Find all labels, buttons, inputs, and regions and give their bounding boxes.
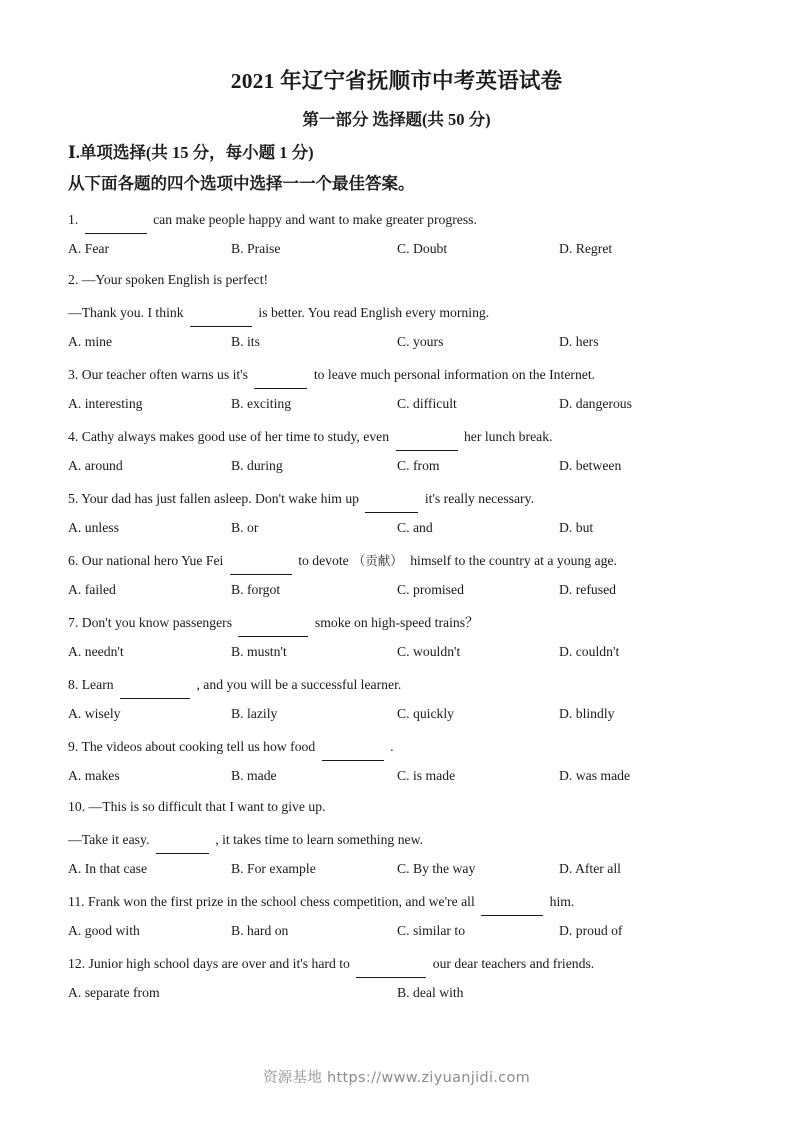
option-choice[interactable]: C. promised (397, 582, 464, 597)
option-choice[interactable]: B. during (231, 458, 283, 473)
option-row (68, 233, 748, 264)
option-choice[interactable]: D. between (559, 458, 622, 473)
option-choice[interactable]: C. from (397, 458, 440, 473)
question-text-after: it's really necessary. (421, 491, 534, 506)
answer-blank[interactable] (254, 357, 307, 389)
question-text-mid: to devote (294, 553, 349, 568)
option-choice[interactable]: C. yours (397, 334, 444, 349)
answer-blank[interactable] (396, 419, 458, 451)
answer-blank[interactable] (156, 822, 209, 854)
question-number: 1. (68, 212, 82, 227)
option-choice[interactable]: B. made (231, 768, 277, 783)
question-number: 11. (68, 894, 89, 909)
page-title: 2021 年辽宁省抚顺市中考英语试卷 (230, 69, 563, 93)
option-choice[interactable]: C. wouldn't (397, 644, 461, 659)
option-row (68, 512, 748, 543)
option-choice[interactable]: C. By the way (397, 861, 476, 876)
answer-blank[interactable] (85, 202, 147, 234)
question-number: 5. (68, 491, 82, 506)
answer-blank[interactable] (365, 481, 418, 513)
option-choice[interactable]: D. couldn't (559, 644, 620, 659)
question-text-after: can make people happy and want to make greater progress. (149, 212, 477, 227)
option-choice[interactable]: C. is made (397, 768, 456, 783)
question-stem (68, 667, 748, 698)
option-row (68, 450, 748, 481)
option-row (68, 853, 748, 884)
question-text: Frank won the first prize in the school chess competition, and we're all (88, 894, 479, 909)
question-text: —Thank you. I think (68, 305, 187, 320)
option-choice[interactable]: B. exciting (231, 396, 292, 411)
question-text: Our teacher often warns us it's (81, 367, 252, 382)
question-text: Cathy always makes good use of her time to study, even (81, 429, 393, 444)
option-choice[interactable]: D. but (559, 520, 594, 535)
answer-blank[interactable] (190, 295, 252, 327)
option-choice[interactable]: D. blindly (559, 706, 615, 721)
question-number: 3. (68, 367, 82, 382)
question-number: 2. (68, 272, 82, 287)
question-text: Learn (81, 677, 118, 692)
option-choice[interactable]: A. needn't (68, 644, 124, 659)
question-number: 12. (68, 956, 89, 971)
question-number: 10. (68, 799, 89, 814)
option-row (68, 326, 748, 357)
option-choice[interactable]: D. was made (559, 768, 631, 783)
option-row (68, 977, 748, 1008)
question-text-after: , and you will be a successful learner. (193, 677, 402, 692)
option-choice[interactable]: D. hers (559, 334, 599, 349)
option-choice[interactable]: A. interesting (68, 396, 143, 411)
question-stem (68, 791, 748, 822)
option-row (68, 574, 748, 605)
section-title: 第一部分 选择题(共 50 分) (302, 110, 491, 129)
option-choice[interactable]: B. Praise (231, 241, 281, 256)
option-choice[interactable]: A. mine (68, 334, 113, 349)
option-choice[interactable]: A. failed (68, 582, 116, 597)
question-text-after: her lunch break. (460, 429, 553, 444)
question-text-after: our dear teachers and friends. (429, 956, 595, 971)
option-choice[interactable]: A. In that case (68, 861, 148, 876)
option-choice[interactable]: B. lazily (231, 706, 278, 721)
answer-blank[interactable] (356, 946, 426, 978)
option-choice[interactable]: A. good with (68, 923, 140, 938)
option-row (68, 760, 748, 791)
option-row (68, 698, 748, 729)
question-text: —Take it easy. (68, 832, 153, 847)
question-text-after: himself to the country at a young age. (406, 553, 617, 568)
question-stem (68, 729, 748, 760)
question-text: Don't you know passengers (81, 615, 236, 630)
option-choice[interactable]: C. Doubt (397, 241, 448, 256)
question-text-after: him. (546, 894, 575, 909)
option-choice[interactable]: A. wisely (68, 706, 121, 721)
question-text-after: smoke on high-speed trains？ (311, 615, 479, 630)
question-number: 7. (68, 615, 82, 630)
question-text: Our national hero Yue Fei (81, 553, 227, 568)
question-stem (68, 543, 748, 574)
question-list (68, 202, 748, 1008)
option-choice[interactable]: A. separate from (68, 985, 160, 1000)
question-stem (68, 946, 748, 977)
question-text-after: . (386, 739, 394, 754)
option-choice[interactable]: A. unless (68, 520, 119, 535)
question-text-after: , it takes time to learn something new. (211, 832, 424, 847)
option-choice[interactable]: D. refused (559, 582, 617, 597)
question-text-after: to leave much personal information on the Internet. (310, 367, 596, 382)
option-choice[interactable]: B. deal with (397, 985, 464, 1000)
question-text-after: is better. You read English every morning. (255, 305, 490, 320)
instruction-text: 从下面各题的四个选项中选择一一个最佳答案。 (68, 174, 415, 193)
option-choice[interactable]: C. difficult (397, 396, 457, 411)
question-number: 4. (68, 429, 82, 444)
option-choice[interactable]: D. Regret (559, 241, 613, 256)
option-choice[interactable]: A. makes (68, 768, 120, 783)
answer-blank[interactable] (238, 605, 308, 637)
question-text: —This is so difficult that I want to give up. (88, 799, 326, 814)
option-row (68, 915, 748, 946)
question-text: Your dad has just fallen asleep. Don't wake him up (81, 491, 363, 506)
option-choice[interactable]: D. dangerous (559, 396, 632, 411)
option-choice[interactable]: B. forgot (231, 582, 281, 597)
option-choice[interactable]: B. For example (231, 861, 316, 876)
option-choice[interactable]: B. its (231, 334, 260, 349)
answer-blank[interactable] (481, 884, 543, 916)
option-choice[interactable]: A. Fear (68, 241, 110, 256)
question-stem-line2 (68, 295, 748, 326)
option-choice[interactable]: A. around (68, 458, 123, 473)
option-choice[interactable]: B. or (231, 520, 259, 535)
question-text: Junior high school days are over and it's hard to (88, 956, 354, 971)
option-choice[interactable]: B. mustn't (231, 644, 287, 659)
question-stem (68, 357, 748, 388)
option-choice[interactable]: C. quickly (397, 706, 455, 721)
question-stem (68, 884, 748, 915)
answer-blank[interactable] (230, 543, 292, 575)
option-row (68, 636, 748, 667)
question-stem-line2 (68, 822, 748, 853)
answer-blank[interactable] (120, 667, 190, 699)
option-choice[interactable]: B. hard on (231, 923, 289, 938)
question-number: 9. (68, 739, 82, 754)
chinese-gloss: （贡献） (352, 553, 403, 568)
option-choice[interactable]: D. After all (559, 861, 621, 876)
answer-blank[interactable] (322, 729, 384, 761)
part-heading: Ⅰ.单项选择(共 15 分，每小题 1 分) (68, 143, 314, 162)
option-choice[interactable]: D. proud of (559, 923, 623, 938)
question-stem (68, 605, 748, 636)
question-stem (68, 481, 748, 512)
question-number: 8. (68, 677, 82, 692)
question-number: 6. (68, 553, 82, 568)
question-stem (68, 419, 748, 450)
option-row (68, 388, 748, 419)
question-text: —Your spoken English is perfect! (81, 272, 269, 287)
question-stem (68, 264, 748, 295)
option-choice[interactable]: C. and (397, 520, 433, 535)
question-stem (68, 202, 748, 233)
option-choice[interactable]: C. similar to (397, 923, 466, 938)
question-text: The videos about cooking tell us how food (81, 739, 319, 754)
footer-watermark: 资源基地 https://www.ziyuanjidi.com (262, 1070, 531, 1086)
